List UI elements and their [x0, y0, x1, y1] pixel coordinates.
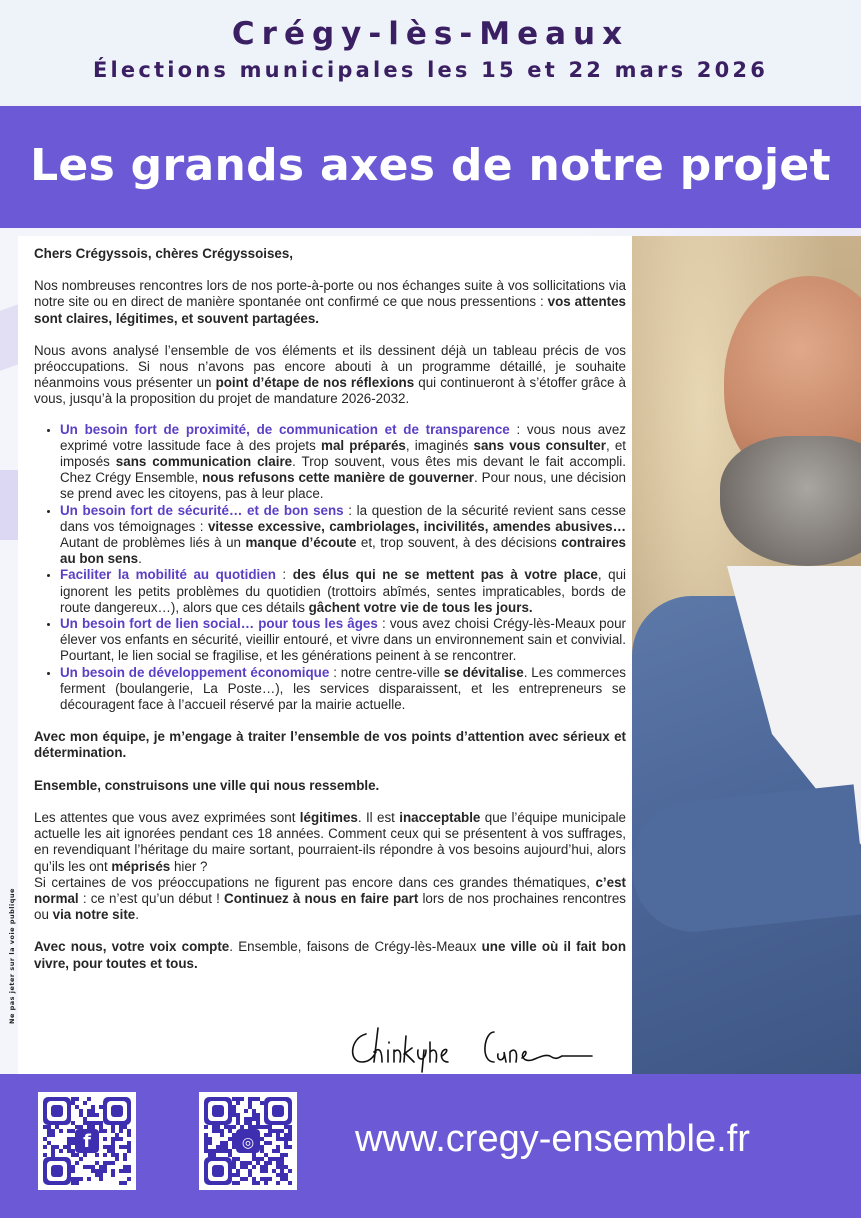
title-banner [0, 106, 861, 228]
paragraph-commitment: Avec mon équipe, je m’engage à traiter l’ensemble de vos points d’attention avec sérieux et détermination. [34, 729, 626, 761]
header [0, 0, 861, 104]
qr-code-facebook[interactable] [38, 1092, 136, 1190]
list-item: • Un besoin fort de proximité, de communication et de transparence : vous nous avez exprimé votre lassitude face à des projets mal préparés, imaginés sans vous consulter, et imposés sans communication claire. Trop souvent, vous êtes mis devant le fait accompli. Chez Crégy Ensemble, nous refusons cette manière de gouverner. Pour nous, une décision se prend avec les citoyens, pas à leur place. [60, 422, 626, 503]
greeting: Chers Crégyssois, chères Crégyssoises, [34, 246, 294, 261]
letter-panel [18, 236, 632, 1074]
paragraph-intro: Nos nombreuses rencontres lors de nos porte-à-porte ou nos échanges suite à vos sollicitations via notre site ou en direct de manière spontanée ont confirmé ce que nous pressentions : vos attentes sont claires, légitimes, et souvent partagées. [34, 278, 626, 326]
photo-arm [632, 784, 861, 937]
candidate-photo [632, 236, 861, 1074]
paragraph-expectations: Les attentes que vous avez exprimées sont légitimes. Il est inacceptable que l’équipe municipale actuelle les ait ignorées pendant ces 18 années. Comment ceux qui se présentent à vos suffrages, en revendiquant l’héritage du maire sortant, pourraient-ils répondre à vos besoins aujourd’hui, alors qu’ils les ont méprisés hier ? [34, 809, 626, 874]
list-item: • Un besoin fort de sécurité… et de bon sens : la question de la sécurité revient sans cesse dans vos témoignages : vitesse excessive, cambriolages, incivilités, amendes abusives… Autant de problèmes liés à un manque d’écoute et, trop souvent, à des décisions contraires au bon sens. [60, 503, 626, 568]
signature [344, 1022, 614, 1074]
letter-body [34, 246, 626, 988]
paragraph-together: Ensemble, construisons une ville qui nous ressemble. [34, 777, 380, 793]
qr-code [43, 1097, 131, 1185]
list-item: • Un besoin fort de lien social… pour tous les âges : vous avez choisi Crégy-lès-Meaux pour élever vos enfants en sécurité, vieillir entouré, et vivre dans un environnement sain et convivial. Pourtant, le lien social se fragilise, et les générations peinent à se rencontrer. [60, 616, 626, 665]
svg-text:◎: ◎ [241, 1135, 255, 1151]
elections-subtitle: Élections municipales les 15 et 22 mars 2026 [92, 58, 769, 82]
paragraph-closing: Avec nous, votre voix compte. Ensemble, faisons de Crégy-lès-Meaux une ville où il fait bon vivre, pour toutes et tous. [34, 939, 627, 971]
town-title: Crégy-lès-Meaux [231, 16, 630, 52]
paragraph-concerns: Si certaines de vos préoccupations ne figurent pas encore dans ces grandes thématiques, c’est normal : ce n’est qu’un début ! Continuez à nous en faire part lors de nos prochaines rencontres ou via notre site. [34, 874, 626, 923]
page-title: Les grands axes de notre projet [30, 140, 831, 191]
website-link[interactable]: www.cregy-ensemble.fr [355, 1118, 750, 1160]
qr-code [204, 1097, 292, 1185]
priorities-list [34, 422, 626, 714]
qr-code-instagram[interactable] [199, 1092, 297, 1190]
paragraph-analysis: Nous avons analysé l’ensemble de vos éléments et ils dessinent déjà un tableau précis de vos préoccupations. Si nous n’avons pas encore abouti à un programme détaillé, je souhaite néanmoins vous présenter un point d’étape de nos réflexions qui continueront à s’étoffer grâce à vous, jusqu’à la proposition du projet de mandature 2026-2032. [34, 342, 626, 407]
list-item: • Faciliter la mobilité au quotidien : des élus qui ne se mettent pas à votre place, qui ignorent les petits problèmes du quotidien (trottoirs abîmés, sentes impraticables, bords de route dangereux…), alors que ces détails gâchent votre vie de tous les jours. [60, 567, 626, 616]
svg-text:f: f [83, 1131, 91, 1152]
footer [0, 1074, 861, 1218]
side-note: Ne pas jeter sur la voie publique [8, 888, 16, 1024]
list-item: • Un besoin de développement économique : notre centre-ville se dévitalise. Les commerces ferment (boulangerie, La Poste…), les services disparaissent, et les entrepreneurs se découragent face à l’accueil réservé par la mairie actuelle. [60, 665, 626, 714]
